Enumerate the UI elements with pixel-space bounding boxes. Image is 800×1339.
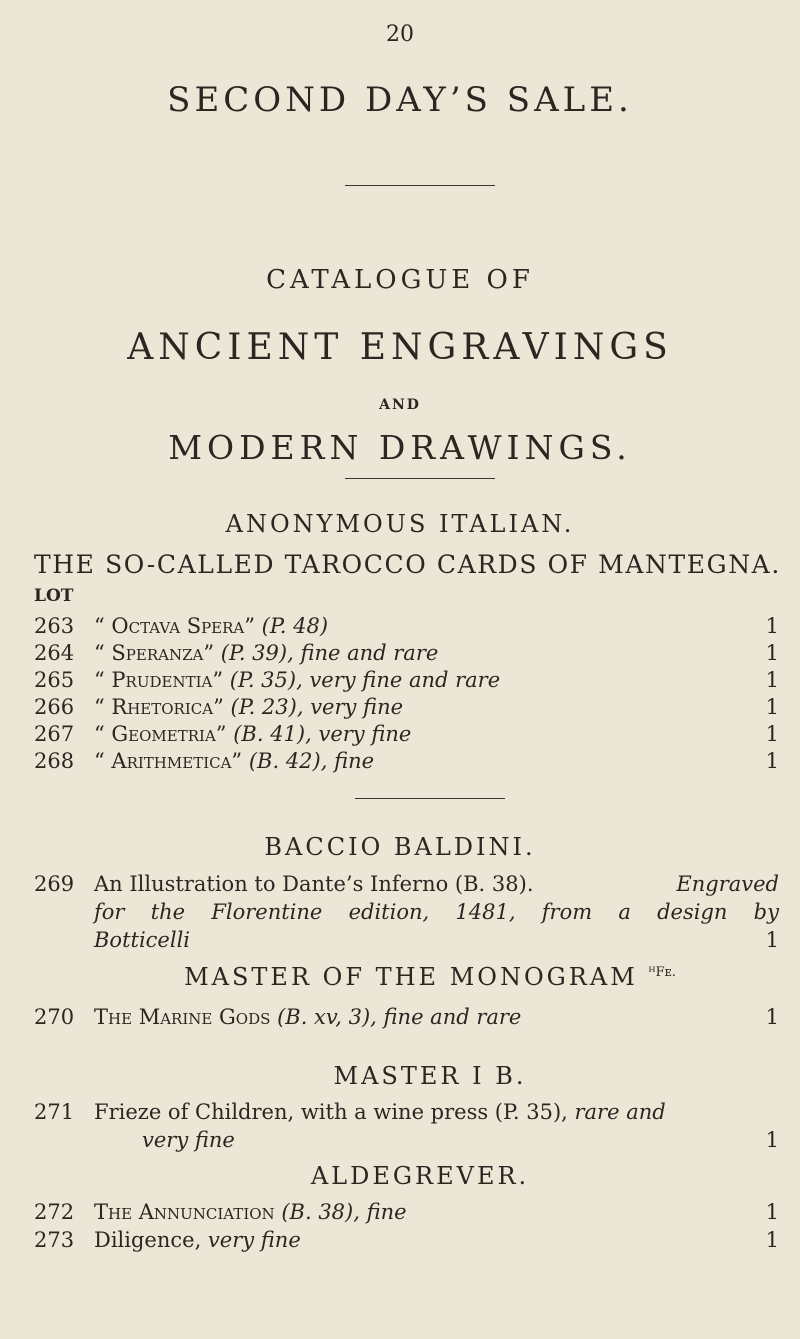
lot-row [34,1128,779,1158]
lot-title: The Annunciation [94,1200,275,1224]
lot-row [34,641,779,671]
lot-reference: (B. xv, 3), [270,1005,377,1029]
lot-number: 267 [34,722,75,746]
modern-drawings-title: MODERN DRAWINGS. [168,428,632,467]
lot-number: 269 [34,872,75,896]
section-heading-text: MASTER OF THE MONOGRAM [184,963,638,991]
lot-number: 268 [34,749,75,773]
lot-note: very fine [303,695,404,719]
divider-rule [345,185,495,186]
lot-row [34,1100,779,1130]
lot-number: 266 [34,695,75,719]
lot-row [34,668,779,698]
lot-title: “ Speranza” [94,641,215,665]
lot-note: rare and [567,1100,666,1124]
lot-note: fine and rare [376,1005,522,1029]
lot-number: 265 [34,668,75,692]
ancient-engravings-title: ANCIENT ENGRAVINGS [127,327,673,368]
lot-quantity: 1 [765,668,779,692]
lot-quantity: 1 [765,614,779,638]
lot-note: very fine [201,1228,301,1252]
lot-number: 270 [34,1005,75,1029]
lot-number: 271 [34,1100,75,1124]
section-heading-baccio-baldini: BACCIO BALDINI. [264,833,536,861]
lot-title: “ Arithmetica” [94,749,243,773]
section-heading-master-ib: MASTER I B. [333,1062,527,1090]
lot-note: fine and rare [293,641,439,665]
lot-quantity: 1 [765,749,779,773]
page-number: 20 [386,22,414,47]
lot-number: 263 [34,614,75,638]
lot-description: Diligence, [94,1228,202,1252]
lot-title: “ Prudentia” [94,668,224,692]
lot-row [34,872,779,902]
lot-reference: (P. 35), [223,668,303,692]
sale-title: SECOND DAY’S SALE. [167,80,633,120]
lot-note: very fine [142,1128,235,1152]
lot-quantity: 1 [765,722,779,746]
lot-reference: (B. 38), [274,1200,360,1224]
lot-column-label: LOT [34,586,74,606]
lot-row [34,1005,779,1035]
lot-quantity: 1 [765,1128,779,1152]
lot-note: for the Florentine edition, 1481, from a design by [94,900,779,924]
lot-note: Engraved [676,872,779,896]
and-text: AND [379,397,421,413]
lot-row [34,1200,779,1230]
lot-reference: (P. 39), [214,641,294,665]
lot-note: Botticelli [94,928,191,952]
lot-note: fine [327,749,375,773]
lot-number: 273 [34,1228,75,1252]
divider-rule [345,478,495,479]
lot-note: very fine [311,722,412,746]
lot-number: 272 [34,1200,75,1224]
lot-reference: (P. 23), [223,695,304,719]
lot-quantity: 1 [765,641,779,665]
section-heading-aldegrever: ALDEGREVER. [310,1162,530,1190]
catalogue-of: CATALOGUE OF [266,265,534,295]
lot-quantity: 1 [765,1200,779,1224]
lot-quantity: 1 [765,928,779,952]
lot-row [34,1228,779,1258]
lot-title: “ Geometria” [94,722,227,746]
lot-note: fine [359,1200,407,1224]
lot-quantity: 1 [765,695,779,719]
lot-reference: (B. 42), [242,749,328,773]
lot-continuation [94,900,779,924]
lot-row [34,695,779,725]
lot-quantity: 1 [765,1228,779,1252]
monogram-mark: ᴴFᴇ. [648,965,676,980]
lot-number: 264 [34,641,75,665]
lot-row [34,722,779,752]
lot-title: “ Rhetorica” [94,695,224,719]
lot-row [34,928,779,958]
section-heading-master-of-monogram [0,963,800,991]
section-heading-anonymous-italian: ANONYMOUS ITALIAN. [225,510,575,538]
lot-row [34,749,779,779]
lot-note: very fine and rare [302,668,501,692]
lot-description: Frieze of Children, with a wine press (P. 35), [94,1100,568,1124]
lot-row [34,614,779,644]
lot-reference: (B. 41), [226,722,312,746]
lot-title: The Marine Gods [94,1005,271,1029]
lot-title: “ Octava Spera” [94,614,255,638]
lot-quantity: 1 [765,1005,779,1029]
lot-reference: (P. 48) [255,614,329,638]
divider-rule [355,798,505,799]
lot-description: An Illustration to Dante’s Inferno (B. 38). [94,872,534,896]
tarocco-heading: THE SO-CALLED TAROCCO CARDS OF MANTEGNA. [34,550,781,579]
